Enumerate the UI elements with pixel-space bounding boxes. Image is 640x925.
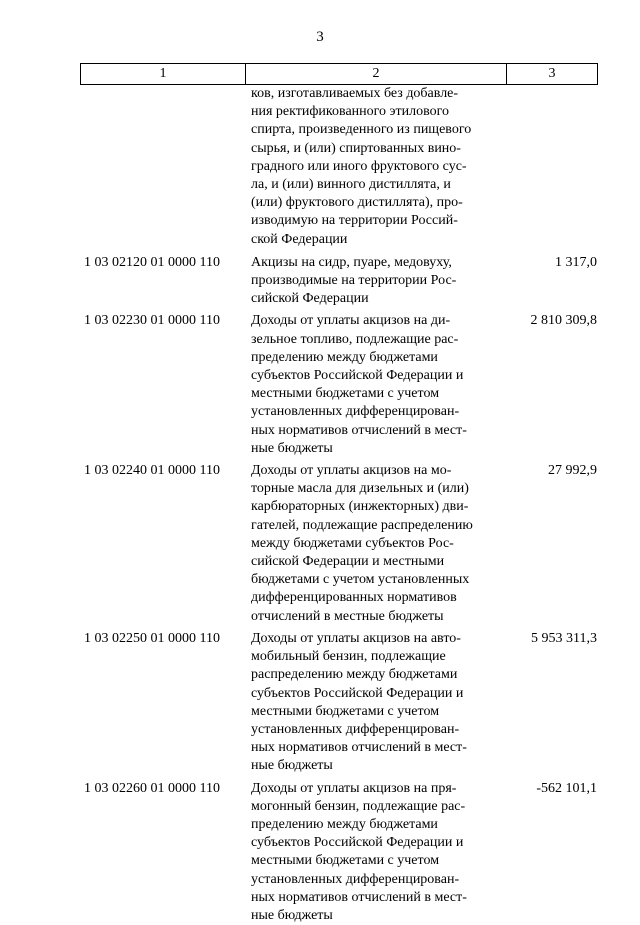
budget-code: 1 03 02120 01 0000 110 — [84, 254, 220, 270]
income-description: Доходы от уплаты акцизов на пря- могонный бензин, подлежащие рас- пределению между бюджетами субъектов Российской Федерации и местными бюджетами с учетом установленных дифференцирован- ных нормативов отчислений в мест- ные бюджеты — [251, 780, 467, 923]
amount: 5 953 311,3 — [531, 630, 597, 646]
table-row — [80, 85, 600, 249]
budget-code: 1 03 02230 01 0000 110 — [84, 313, 220, 329]
table-row — [80, 780, 600, 925]
budget-code: 1 03 02240 01 0000 110 — [84, 463, 220, 479]
table-row — [80, 254, 600, 309]
column-header-1: 1 — [81, 64, 246, 85]
income-description: Акцизы на сидр, пуаре, медовуху, производимые на территории Рос- сийской Федерации — [251, 254, 457, 307]
amount: 2 810 309,8 — [530, 313, 597, 329]
budget-code: 1 03 02260 01 0000 110 — [84, 780, 220, 796]
budget-code: 1 03 02250 01 0000 110 — [84, 630, 220, 646]
amount: 1 317,0 — [555, 254, 597, 270]
column-header-3: 3 — [507, 64, 598, 85]
table-row — [80, 312, 600, 458]
income-description: Доходы от уплаты акцизов на мо- торные масла для дизельных и (или) карбюраторных (инжекторных) дви- гателей, подлежащие распределению между бюджетами субъектов Рос- сийской Федерации и местными бюджетами с учетом установленных дифференцированных нормативов отчислений в местные бюджеты — [251, 463, 473, 624]
table-row — [80, 630, 600, 776]
income-description: Доходы от уплаты акцизов на ди- зельное топливо, подлежащие рас- пределению между бюджетами субъектов Российской Федерации и местными бюджетами с учетом установленных дифференцирован- ных нормативов отчислений в мест- ные бюджеты — [251, 313, 467, 456]
income-description: Доходы от уплаты акцизов на авто- мобильный бензин, подлежащие распределению между бюджетами субъектов Российской Федерации и местными бюджетами с учетом установленных дифференцирован- ных нормативов отчислений в мест- ные бюджеты — [251, 630, 467, 774]
amount: -562 101,1 — [536, 780, 597, 796]
income-description: ков, изготавливаемых без добавле- ния ректификованного этилового спирта, произведенного из пищевого сырья, и (или) спиртованных вино- градного или иного фруктового сус- ла, и (или) винного дистиллята, и (или) фруктового дистиллята), про- изводимую на территории Россий- ской Федерации — [251, 86, 472, 247]
column-header-2: 2 — [246, 64, 507, 85]
amount: 27 992,9 — [548, 463, 597, 479]
table-row — [80, 462, 600, 626]
table-header — [80, 63, 598, 85]
page-number: 3 — [316, 29, 324, 45]
table-body — [80, 85, 600, 925]
